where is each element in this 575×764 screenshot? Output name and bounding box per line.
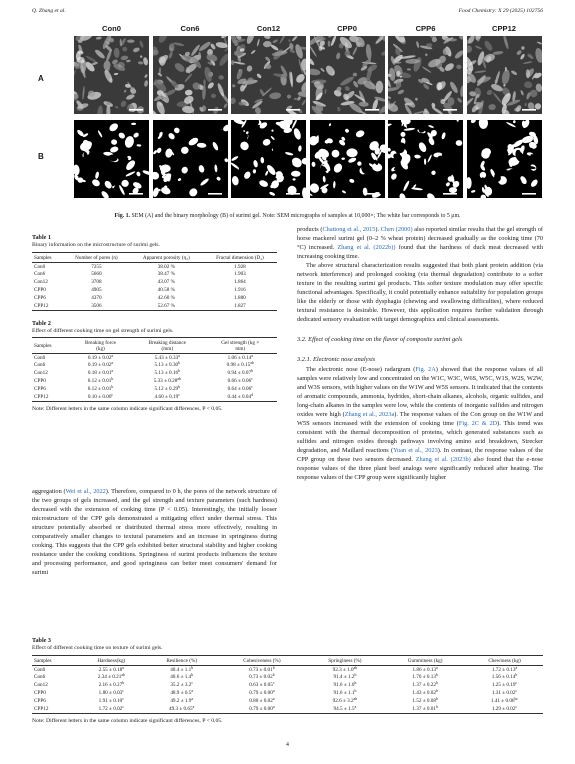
significance-letter: c (251, 384, 253, 389)
table-1-block (32, 235, 277, 311)
citation-link[interactable]: Fig. 2C & 2D (458, 420, 498, 428)
table-cell: 91.4 ± 1.2$^b$ (333, 673, 357, 681)
table-row (32, 295, 277, 303)
table-cell: 5.43 ± 0.33$^a$ (154, 353, 180, 361)
right-paragraph-1: products (Chattong et al., 2015). Chen (2000) also reported similar results that the gel strength of horse mackerel surimi gel (0–2 % wheat protein) decreased gradually as the cooking time (70 °C) increased. Zhang et al. (2022b)) found that the hardness of duck meat decreased with increasing cooking time. (297, 226, 544, 260)
table-2-header-0: Samples (32, 338, 70, 354)
table-cell: CPP6 (34, 697, 46, 704)
table-1 (32, 252, 277, 311)
table-row (32, 705, 543, 713)
table-1-header-3: Fractal dimension (D₂) (203, 253, 277, 263)
significance-letter: c (122, 696, 124, 701)
table-3 (32, 655, 543, 714)
table-cell: 52.67 % (130, 302, 203, 310)
sem-image-con6 (153, 36, 228, 114)
right-column-text (297, 226, 543, 483)
significance-letter: b (122, 681, 125, 686)
table-cell: 1.72 ± 0.13$^a$ (491, 665, 518, 673)
significance-letter: b (178, 361, 181, 366)
table-1-header-2: Apparent porosity (η₂) (130, 253, 203, 263)
sem-image-con12 (231, 36, 306, 114)
table-cell: CPP12 (32, 302, 63, 310)
table-1-header-0: Samples (32, 253, 63, 263)
table-cell: 40.4 ± 1.1$^b$ (170, 665, 194, 673)
sem-image-cpp12 (467, 36, 542, 114)
table-cell: Con12 (34, 370, 48, 377)
table-cell: CPP0 (34, 690, 46, 697)
binary-image-cpp6 (388, 120, 463, 198)
significance-letter: b (111, 384, 114, 389)
table-row (32, 666, 543, 674)
significance-letter: a (178, 353, 180, 358)
sem-image-cpp0 (310, 36, 385, 114)
table-cell: 1.903 (234, 271, 246, 278)
table-cell: CPP12 (32, 393, 70, 401)
significance-letter: a (354, 704, 357, 709)
table-row (32, 354, 277, 362)
significance-letter: a (111, 361, 114, 366)
table-2-note: Note: Different letters in the same column indicate significant differences, P < 0.05. (32, 406, 223, 413)
significance-letter: a (436, 665, 438, 670)
table-cell: Con6 (34, 674, 46, 681)
row-label-b: B (38, 152, 44, 161)
table-cell: 0.98 ± 0.15$^{ab}$ (226, 361, 254, 369)
table-cell: 5.33 ± 0.28$^{ab}$ (153, 377, 181, 385)
table-cell: 5.13 ± 0.16$^b$ (154, 369, 181, 377)
significance-letter: a (272, 689, 275, 694)
table-3-header-5: Gumminess (kg) (384, 656, 466, 666)
table-cell: 0.12 ± 0.01$^b$ (87, 384, 114, 392)
right-paragraph-2: The above structural characterization results suggested that both plant protein addition (via network interference) and prolonged cooking (via thermal degradation) contribute to a softer texture in the resulting surimi gel products. This softer texture modulation may offer specific functional advantages. Specifically, it could potentially enhance suitability for population groups like the elderly or those with dysphagia (chewing and swallowing difficulties), where reduced textural resistance is desirable. However, this application requires further validation through dedicated sensory evaluation with target demographics and clinical assessments. (297, 261, 543, 323)
table-cell: 0.79 ± 0.00$^a$ (249, 689, 275, 697)
table-cell: 0.10 ± 0.00$^c$ (70, 393, 131, 401)
table-3-note: Note: Different letters in the same column indicate significant differences, P < 0.05. (32, 718, 223, 725)
table-cell: 1.827 (203, 302, 277, 310)
significance-letter: b (191, 673, 194, 678)
table-2-header-1: Breaking force (kg) (70, 338, 131, 354)
table-3-header-2: Resilience (%) (145, 656, 218, 666)
significance-letter: a (515, 665, 518, 670)
table-cell: 0.64 ± 0.06$^c$ (227, 384, 253, 392)
table-cell: Con0 (34, 666, 46, 673)
significance-letter: b (436, 704, 438, 709)
table-cell: 0.79 ± 0.00$^a$ (218, 705, 305, 713)
table-cell: 5.12 ± 0.29$^b$ (154, 384, 181, 392)
citation-link[interactable]: Zhang et al., 2023a (344, 411, 395, 419)
significance-letter: ab (353, 665, 358, 670)
table-cell: 1.86 ± 0.13$^a$ (412, 665, 438, 673)
table-2-header-3: Gel strength (kg × mm) (203, 338, 277, 354)
figure-caption-text: SEM (A) and the binary morphology (B) of surimi gel. Note: SEM micrographs of samples at 10,000×; The white bar corresponds to 5 μm. (131, 213, 461, 219)
table-row (32, 386, 277, 394)
table-cell: Con12 (34, 279, 48, 286)
table-row (32, 287, 277, 295)
significance-letter: b (272, 665, 275, 670)
citation-link[interactable]: Chattong et al., 2015 (322, 226, 376, 233)
table-cell: 1.880 (234, 294, 246, 301)
significance-letter: b (251, 369, 253, 374)
table-cell: 42.60 % (157, 294, 175, 301)
table-cell: 92.3 ± 1.0$^{ab}$ (332, 665, 358, 673)
table-3-header-6: Chewiness (kg) (466, 656, 543, 666)
significance-letter: b (436, 681, 438, 686)
table-row (32, 698, 543, 706)
significance-letter: b (191, 665, 194, 670)
significance-letter: b (436, 689, 438, 694)
significance-letter: b (178, 384, 181, 389)
table-row (32, 263, 277, 271)
significance-letter: b (354, 689, 357, 694)
significance-letter: c (111, 392, 114, 397)
table-cell: 0.73 ± 0.01$^b$ (249, 665, 275, 673)
table-cell: Con6 (34, 362, 46, 369)
table-row (32, 378, 277, 386)
table-cell: 1.25 ± 0.19$^c$ (491, 681, 518, 689)
table-cell: CPP12 (32, 705, 78, 713)
table-3-block (32, 638, 543, 725)
citation-link[interactable]: Zhang et al. (2023b) (415, 455, 471, 463)
significance-letter: a (111, 353, 114, 358)
table-cell: 40.6 ± 1.4$^b$ (170, 673, 194, 681)
table-cell: 3708 (91, 279, 102, 286)
table-cell: 1.31 ± 0.02$^c$ (491, 689, 518, 697)
figure-column-label-cpp6: CPP6 (415, 24, 436, 33)
table-cell: 1.29 ± 0.02$^c$ (466, 705, 543, 713)
table-cell: 48.9 ± 0.5$^a$ (170, 689, 194, 697)
table-cell: 38.47 % (157, 271, 175, 278)
significance-letter: ab (250, 361, 254, 366)
table-row (32, 362, 277, 370)
table-cell: 1.916 (234, 287, 246, 294)
table-row (32, 690, 543, 698)
significance-letter: c (191, 681, 194, 686)
table-cell: 1.72 ± 0.02$^c$ (78, 705, 145, 713)
table-cell: 1.43 ± 0.02$^b$ (412, 689, 438, 697)
sem-image-cpp6 (388, 36, 463, 114)
table-3-header-4: Springiness (%) (306, 656, 385, 666)
significance-letter: a (191, 689, 194, 694)
table-3-header-1: Hardness(kg) (78, 656, 145, 666)
table-cell: Con12 (34, 682, 48, 689)
table-cell: Con0 (34, 263, 46, 270)
table-cell: 4905 (91, 287, 102, 294)
significance-letter: b (272, 673, 275, 678)
significance-letter: c (122, 704, 124, 709)
significance-letter: c (178, 392, 180, 397)
table-cell: 38.02 % (157, 263, 175, 270)
significance-letter: a (191, 696, 194, 701)
citation-link[interactable]: Fig. 2A (415, 366, 436, 374)
table-cell: 0.63 ± 0.05$^c$ (249, 681, 275, 689)
figure-column-label-con0: Con0 (102, 24, 121, 33)
citation-link[interactable]: Wei et al., 2022 (65, 488, 106, 495)
table-row (32, 370, 277, 378)
citation-link[interactable]: Zhang et al. (2022b)) (337, 243, 396, 251)
significance-letter: b (436, 673, 438, 678)
table-cell: 2.16 ± 0.27$^b$ (98, 681, 125, 689)
running-header-journal: Food Chemistry: X 29 (2025) 102756 (458, 8, 543, 14)
significance-letter: a (251, 353, 253, 358)
table-cell: 2.34 ± 0.21$^{ab}$ (97, 673, 125, 681)
table-1-header-1: Number of pores (n) (63, 253, 130, 263)
table-cell: 92.6 ± 3.2$^{ab}$ (332, 696, 358, 704)
figure-caption (0, 213, 575, 219)
table-cell: 40.58 % (157, 287, 175, 294)
table-cell: 4370 (91, 294, 102, 301)
table-cell: 1.52 ± 0.08$^b$ (412, 696, 438, 704)
table-2 (32, 337, 277, 402)
right-paragraph-3: The electronic nose (E-nose) radargram (Fig. 2A) showed that the response values of all samples were relatively low and concentrated on the W1C, W3C, W6S, W5C, W1S, W2S, W2W, and W3S sensors, with higher values on the W1W and W5S sensors. It indicated that the contents of aromatic compounds, ammonia, hydrides, short-chain alkanes, alcohols, organic sulfides, and long-chain alkanes in the samples were low, while the contents of inorganic sulfides and nitrogen oxides were high (Zhang et al., 2023a). The response values of the Con group on the W1W and W5S sensors increased with the extension of cooking time (Fig. 2C & 2D). This trend was consistent with the thermal decomposition of proteins, which generated substances such as sulfides and nitrogen oxides through pathways involving amino acid breakdown, Strecker degradation, and Maillard reactions (Yuan et al., 2023). In contrast, the response values of the CPP group on these two sensors decreased. Zhang et al. (2023b) also found that the e-nose response values of the three plant beef analogs were significantly reduced after heating. The response values of the CPP group were significantly higher (297, 366, 544, 481)
table-cell: CPP6 (34, 294, 46, 301)
table-row (32, 279, 277, 287)
table-1-subtitle: Binary information on the microstructure of surimi gels. (32, 242, 160, 248)
table-row (32, 271, 277, 279)
table-cell: CPP0 (34, 287, 46, 294)
table-cell: 0.19 ± 0.02$^a$ (87, 353, 114, 361)
table-cell: 1.928 (234, 263, 246, 270)
citation-link[interactable]: Chen (2000) (380, 226, 413, 233)
table-cell: CPP6 (34, 385, 46, 392)
binary-image-cpp12 (467, 120, 542, 198)
page-number: 4 (286, 742, 289, 748)
figure-column-label-con12: Con12 (256, 24, 281, 33)
significance-letter: c (515, 704, 518, 709)
table-cell: 0.66 ± 0.06$^c$ (227, 377, 253, 385)
table-3-header-3: Cohesiveness (%) (218, 656, 305, 666)
table-cell: 1.70 ± 0.13$^b$ (412, 673, 438, 681)
table-row (32, 302, 277, 310)
table-2-header-2: Breaking distance (mm) (131, 338, 203, 354)
table-cell: 0.19 ± 0.02$^a$ (87, 361, 114, 369)
table-row (32, 682, 543, 690)
significance-letter: a (122, 665, 124, 670)
table-cell: 4.60 ± 0.19$^c$ (131, 393, 203, 401)
significance-letter: b (354, 673, 357, 678)
table-2-title: Table 2 (32, 321, 51, 327)
significance-letter: c (515, 689, 518, 694)
section-heading-3-2: 3.2. Effect of cooking time on the flavor of composite surimi gels (297, 336, 463, 344)
significance-letter: c (122, 689, 124, 694)
table-2-block (32, 321, 277, 413)
table-cell: 2.55 ± 0.18$^a$ (98, 665, 124, 673)
significance-letter: b (354, 681, 357, 686)
subsection-heading-3-2-1: 3.2.1. Electronic nose analysis (297, 356, 376, 364)
figure-caption-label: Fig. 1. (114, 213, 131, 219)
significance-letter: a (272, 704, 275, 709)
binary-image-con0 (74, 120, 149, 198)
figure-sem-micrographs (32, 24, 543, 206)
table-cell: CPP0 (34, 378, 46, 385)
table-3-title: Table 3 (32, 638, 51, 644)
table-3-subtitle: Effect of different cooking time on texture of surimi gels. (32, 645, 163, 651)
table-row (32, 393, 277, 401)
table-cell: 0.94 ± 0.07$^b$ (227, 369, 253, 377)
table-cell: 35.2 ± 3.2$^c$ (170, 681, 194, 689)
significance-letter: b (111, 377, 114, 382)
table-2-subtitle: Effect of different cooking time on gel strength of surimi gels. (32, 328, 174, 334)
significance-letter: ab (121, 673, 125, 678)
table-cell: 0.73 ± 0.02$^b$ (249, 673, 275, 681)
table-cell: 1.80 ± 0.03$^c$ (98, 689, 124, 697)
table-cell: Con0 (34, 354, 46, 361)
table-cell: 1.06 ± 0.14$^a$ (227, 353, 253, 361)
significance-letter: bc (514, 696, 519, 701)
table-cell: 0.80 ± 0.02$^a$ (249, 696, 275, 704)
table-cell: 0.18 ± 0.01$^a$ (87, 369, 114, 377)
significance-letter: c (272, 681, 275, 686)
table-cell: 1.41 ± 0.06$^{bc}$ (490, 696, 519, 704)
sem-image-con0 (74, 36, 149, 114)
table-cell: 43.07 % (157, 279, 175, 286)
table-cell: 0.44 ± 0.04$^d$ (203, 393, 277, 401)
table-cell: 1.37 ± 0.22$^b$ (412, 681, 438, 689)
significance-letter: a (111, 369, 114, 374)
table-cell: 1.91 ± 0.10$^c$ (98, 696, 124, 704)
table-cell: 94.5 ± 1.5$^a$ (306, 705, 385, 713)
figure-column-label-con6: Con6 (180, 24, 200, 33)
table-cell: 0.12 ± 0.01$^b$ (87, 377, 114, 385)
significance-letter: a (272, 696, 275, 701)
table-cell: 7255 (91, 263, 102, 270)
binary-image-con6 (153, 120, 228, 198)
table-cell: 5.13 ± 0.30$^b$ (154, 361, 181, 369)
significance-letter: d (251, 392, 253, 397)
significance-letter: ab (177, 377, 181, 382)
figure-column-label-cpp12: CPP12 (491, 24, 517, 33)
significance-letter: b (178, 369, 181, 374)
significance-letter: a (192, 704, 195, 709)
row-label-a: A (38, 74, 44, 83)
significance-letter: c (515, 681, 518, 686)
binary-image-con12 (231, 120, 306, 198)
left-paragraph: aggregation (Wei et al., 2022). Therefore, compared to 0 h, the pores of the network structure of the two groups of gels increased, and the gel strength and texture parameters (such hardness) decreased with the extension of cooking time (P < 0.05). Interestingly, the initially looser microstructure of the CPP gels demonstrated a mitigating effect under thermal stress. This structure potentially absorbed or distributed thermal stress more effectively, resulting in comparatively smaller changes to textural parameters and an increase in springiness during cooking. This suggests that the CPP gels exhibited better structural stability and higher cooking resistance under the cooking conditions. Springiness of surimi products influences the texture and processing performance, and good springiness can better meet consumers' demand for surimi (32, 488, 277, 576)
table-cell: 1.56 ± 0.14$^b$ (491, 673, 518, 681)
significance-letter: ab (353, 696, 358, 701)
citation-link[interactable]: Yuan et al., 2023 (393, 446, 438, 454)
significance-letter: b (515, 673, 518, 678)
table-cell: 49.3 ± 0.65$^a$ (145, 705, 218, 713)
table-cell: Con6 (34, 271, 46, 278)
table-cell: 1.864 (234, 279, 246, 286)
left-column-text (32, 488, 277, 578)
significance-letter: c (251, 377, 253, 382)
binary-image-cpp0 (310, 120, 385, 198)
table-cell: 5660 (91, 271, 102, 278)
significance-letter: b (436, 696, 438, 701)
table-3-header-0: Samples (32, 656, 78, 666)
table-cell: 3506 (63, 302, 130, 310)
table-cell: 1.37 ± 0.01$^b$ (384, 705, 466, 713)
table-1-title: Table 1 (32, 235, 51, 241)
table-cell: 49.2 ± 1.9$^a$ (170, 696, 194, 704)
running-header-authors: Q. Zhang et al. (32, 8, 66, 14)
figure-column-label-cpp0: CPP0 (337, 24, 357, 33)
table-cell: 91.6 ± 1.0$^b$ (333, 681, 357, 689)
table-row (32, 674, 543, 682)
table-cell: 91.6 ± 1.1$^b$ (333, 689, 357, 697)
